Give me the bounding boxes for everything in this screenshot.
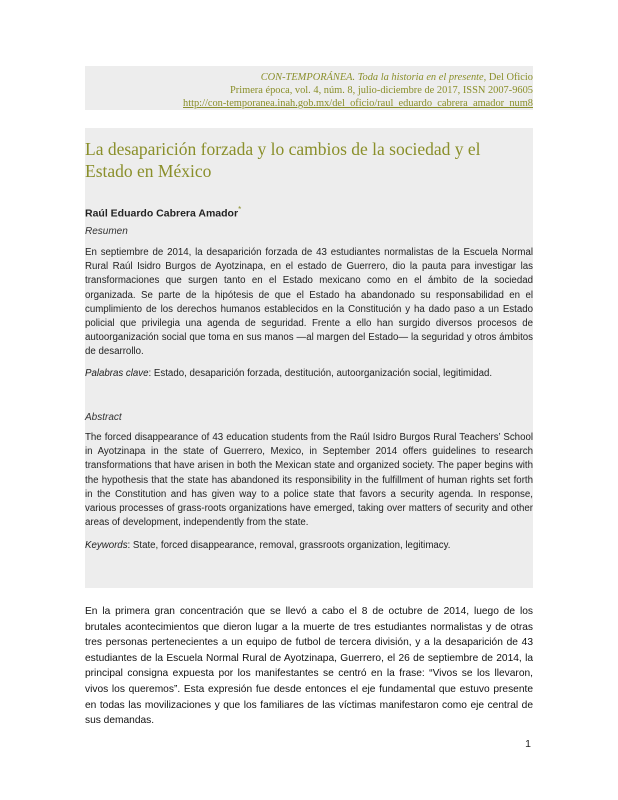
keywords-label: Keywords [85, 540, 128, 551]
resumen-label: Resumen [85, 226, 128, 237]
author-name: Raúl Eduardo Cabrera Amador [85, 207, 239, 220]
journal-header [183, 71, 533, 110]
author-footnote-link[interactable]: * [238, 205, 242, 214]
abstract-keywords [85, 539, 533, 553]
abstract-label: Abstract [85, 412, 122, 423]
journal-section: Del Oficio [486, 72, 533, 83]
resumen-text: En septiembre de 2014, la desaparición forzada de 43 estudiantes normalistas de la Escuela Normal Rural Raúl Isidro Burgos de Ayotzinapa, en el estado de Guerrero, dio la pauta para investigar las transformaciones que surgen tanto en el Estado mexicano como en el ámbito de la sociedad organizada. Se parte de la hipótesis de que el Estado ha abandonado su responsabilidad en el cumplimiento de los derechos humanos establecidos en la Constitución y ha dado paso a un Estado policial que privilegia una agenda de seguridad. Frente a ello han surgido diversos procesos de autoorganización social que toma en sus manos —al margen del Estado— la seguridad y otros ámbitos de desarrollo. [85, 247, 533, 358]
author-line [85, 205, 241, 220]
abstract-text: The forced disappearance of 43 education students from the Raúl Isidro Burgos Rural Teachers’ School in Ayotzinapa in the state of Guerrero, Mexico, in September 2014 offers guidelines to research transformations that have arisen in both the Mexican state and organized society. The paper begins with the hypothesis that the state has abandoned its responsibility in the fulfillment of human rights set forth in the Constitution and has given way to a police state that favors a security agenda. In response, various processes of grass-roots organizations have emerged, taking over matters of security and other areas of development, independently from the state. [85, 432, 533, 529]
palabras-clave-label: Palabras clave [85, 368, 149, 379]
body-paragraph: En la primera gran concentración que se llevó a cabo el 8 de octubre de 2014, luego de los brutales acontecimientos que dieron lugar a la muerte de tres estudiantes normalistas y de otras tres personas pertenecientes a un equipo de futbol de tercera división, y a la desaparición de 43 estudiantes de la Escuela Normal Rural de Ayotzinapa, Guerrero, el 26 de septiembre de 2014, la principal consigna expuesta por los manifestantes se centró en la frase: “Vivos se los llevaron, vivos los queremos”. Esta expresión fue desde entonces el eje fundamental que estuvo presente en todas las movilizaciones y que los familiares de las víctimas manifestaron como eje central de sus demandas. [85, 606, 533, 727]
journal-name: CON-TEMPORÁNEA. Toda la historia en el presente, [260, 72, 487, 83]
keywords-values: : State, forced disappearance, removal, grassroots organization, legitimacy. [127, 540, 451, 551]
page-number: 1 [525, 738, 531, 750]
palabras-clave-values: : Estado, desaparición forzada, destitución, autoorganización social, legitimidad. [148, 368, 493, 379]
journal-issue: Primera época, vol. 4, núm. 8, julio-diciembre de 2017, ISSN 2007-9605 [229, 85, 533, 96]
article-url-link[interactable]: http://con-temporanea.inah.gob.mx/del_oficio/raul_eduardo_cabrera_amador_num8 [183, 98, 533, 109]
article-title: La desaparición forzada y lo cambios de la sociedad y el Estado en México [85, 139, 481, 181]
resumen-keywords [85, 367, 533, 381]
